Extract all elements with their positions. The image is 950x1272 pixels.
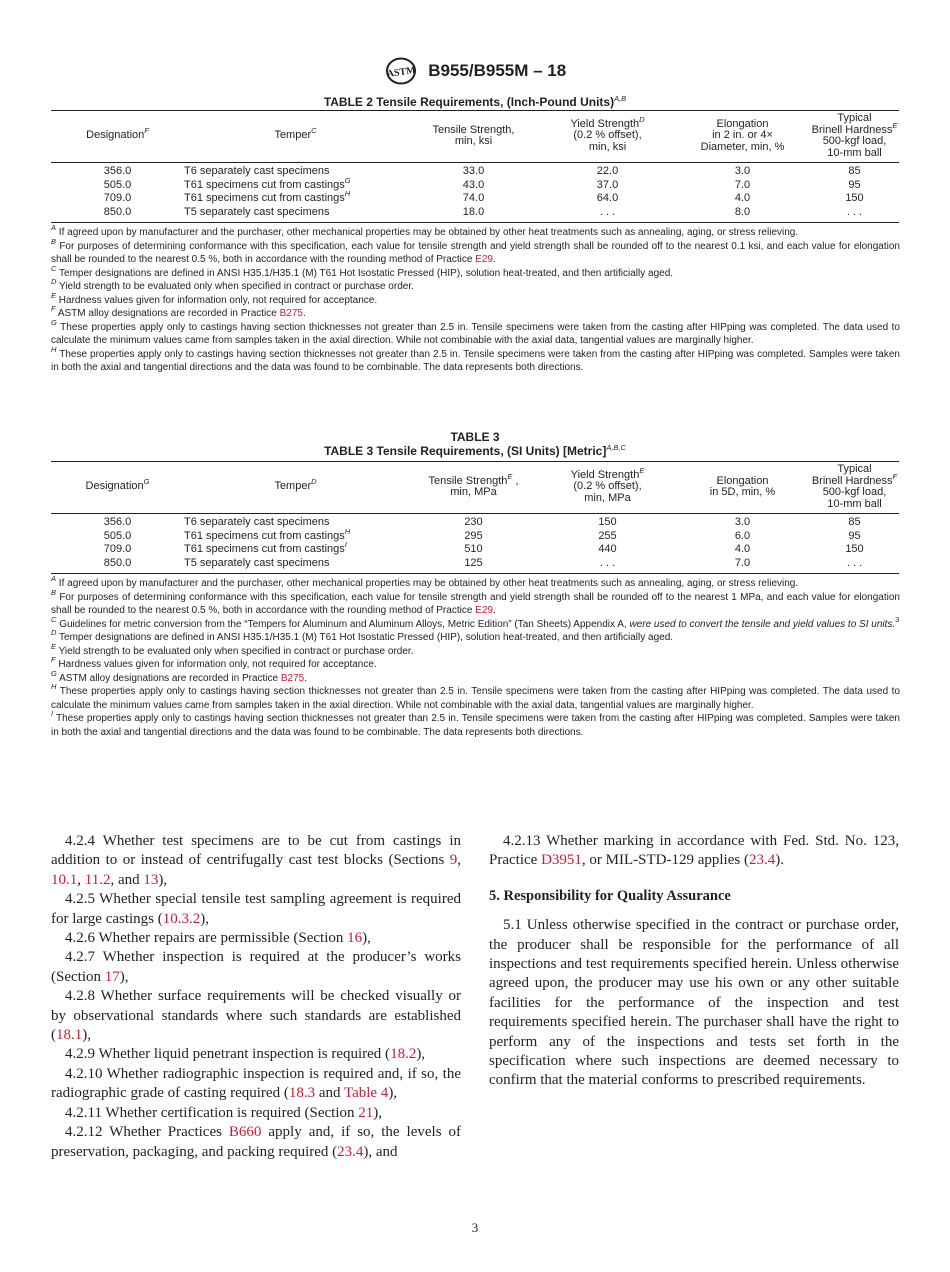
footnote: $^E$ Hardness values given for information only, not required for acceptance. [51,290,378,306]
header-temper: Temper$^C$ [184,111,407,163]
footnote: $^D$ Temper designations are defined in ANSI H35.1/H35.1 (M) T61 Hot Isostatic Pressed (HIP), solution heat-treated, and then artificially aged. [51,628,674,643]
table3 [51,461,899,574]
cell-temper: T6 separately cast specimens [184,165,330,177]
cell-tensile: 74.0 [462,192,485,204]
page-number: 3 [471,1220,479,1235]
header-elongation: Elongation in 5D, min, % [675,462,810,514]
table-row [51,543,899,557]
cell-temper: T61 specimens cut from castings$^G$ [184,175,351,191]
link-section-18-2[interactable]: 18.2 [390,1046,417,1063]
cell-temper: T61 specimens cut from castings$^I$ [184,540,347,555]
cell-temper: T5 separately cast specimens [184,557,407,574]
table3-number: TABLE 3 [450,430,500,444]
link-d3951[interactable]: D3951 [541,852,582,869]
footnote: $^F$ ASTM alloy designations are recorded in Practice B275. [51,304,306,319]
cell-temper: T5 separately cast specimens [184,206,407,223]
header-brinell: Typical Brinell Hardness$^E$ 500-kgf load, 10-mm ball [810,111,899,163]
cell-designation: 709.0 [103,543,132,555]
link-table-4[interactable]: Table 4 [343,1085,389,1102]
paragraph-4-2-11: 4.2.11 Whether certification is required (Section 21), [65,1104,382,1121]
footnote: $^B$ For purposes of determining conformance with this specification, each value for tensile strength and yield strength shall be rounded off to the nearest 0.1 ksi, and each value for elongation shall be rounded to the nearest 0.5 %, both in accordance with the rounding method of Practice E29. [51,236,900,265]
table3-footnotes [51,574,900,739]
table2 [51,110,899,223]
cell-elongation: 4.0 [734,543,751,555]
table3-header-row [51,462,899,514]
header-designation: Designation$^G$ [51,462,184,514]
table-row [51,557,899,574]
table2-caption: TABLE 2 Tensile Requirements, (Inch-Pound Units)$^{A,B}$ [323,94,627,109]
paragraph-4-2-10: 4.2.10 Whether radiographic inspection is required and, if so, the radiographic grade of casting required (18.3 and Table 4), [51,1065,461,1102]
header-yield: Yield Strength$^D$ (0.2 % offset), min, ksi [540,111,675,163]
table-row [51,206,899,223]
cell-yield: 64.0 [596,192,619,204]
footnote: $^I$ These properties apply only to castings having section thicknesses not greater than 2.5 in. Tensile specimens were taken from the casting after HIPping was completed. Samples were taken in both the axial and tangential directions and the data was found to be combinable. The data represents both directions. [51,709,900,738]
cell-tensile: 18.0 [407,206,540,223]
cell-designation: 356.0 [103,516,132,528]
astm-logo-icon [384,56,418,86]
link-section-10-1[interactable]: 10.1 [51,871,78,888]
link-e29[interactable]: E29 [475,254,493,265]
table-row [51,179,899,193]
cell-elongation: 7.0 [734,178,751,191]
page-header [0,56,950,86]
paragraph-4-2-4: 4.2.4 Whether test specimens are to be cut from castings in addition to or instead of centrifugally cast test blocks (Sections 9, 10.1, 11.2, and 13), [51,833,461,888]
table3-caption: TABLE 3 TABLE 3 Tensile Requirements, (SI Units) [Metric]$^{A,B,C}$ [0,430,950,458]
cell-yield: 150 [598,516,617,528]
link-section-11-2[interactable]: 11.2 [84,871,111,888]
link-e29[interactable]: E29 [475,605,493,616]
link-b275[interactable]: B275 [279,308,303,319]
footnote: $^G$ ASTM alloy designations are recorded in Practice B275. [51,668,307,684]
cell-brinell: . . . [810,206,899,223]
header-temper: Temper$^D$ [184,462,407,514]
header-designation: Designation$^F$ [51,111,184,163]
cell-brinell: . . . [810,557,899,574]
cell-brinell: 150 [845,192,864,204]
paragraph-4-2-8: 4.2.8 Whether surface requirements will be checked visually or by observational standards where such standards are established (18.1), [51,988,461,1044]
link-section-18-3[interactable]: 18.3 [288,1085,316,1102]
footnote: $^F$ Hardness values given for information only, not required for acceptance. [51,655,377,670]
cell-designation: 505.0 [103,178,132,191]
cell-yield: 22.0 [596,165,619,177]
header-tensile: Tensile Strength, min, ksi [407,111,540,163]
header-elongation: Elongation in 2 in. or 4× Diameter, min, % [675,111,810,163]
link-section-18-1[interactable]: 18.1 [56,1027,83,1044]
paragraph-4-2-12: 4.2.12 Whether Practices B660 apply and, if so, the levels of preservation, packaging, and packing required (23.4), and [51,1124,461,1160]
footnote: $^C$ Guidelines for metric conversion from the “Tempers for Aluminum and Aluminum Alloys, Metric Edition” (Tan Sheets) Appendix A, were used to convert the tensile and yield values to SI units.$^3$ [51,614,900,630]
cell-designation: 850.0 [51,206,184,223]
cell-designation: 709.0 [103,192,132,204]
cell-yield: . . . [540,206,675,223]
link-section-23-4[interactable]: 23.4 [337,1143,364,1160]
cell-tensile: 295 [464,529,483,542]
cell-elongation: 8.0 [675,206,810,223]
link-section-13[interactable]: 13 [143,871,159,888]
footnote: $^A$ If agreed upon by manufacturer and the purchaser, other mechanical properties may be obtained by other heat treatments such as annealing, aging, or stress relieving. [51,223,799,238]
header-brinell: Typical Brinell Hardness$^F$ 500-kgf load, 10-mm ball [810,462,899,514]
link-section-23-4[interactable]: 23.4 [748,852,776,869]
cell-temper: T61 specimens cut from castings$^H$ [184,189,351,204]
body-right-column [489,832,899,1091]
link-section-17[interactable]: 17 [104,968,120,985]
cell-brinell: 95 [848,178,861,191]
footnote: $^H$ These properties apply only to castings having section thicknesses not greater than 2.5 in. Tensile specimens were taken from the casting after HIPping was completed. Samples were taken in both the axial and tangential directions and the data was found to be combinable. The data represents both directions. [51,344,900,373]
table-row [51,514,899,530]
paragraph-4-2-6: 4.2.6 Whether repairs are permissible (Section 16), [65,930,371,947]
section-heading-5: 5. Responsibility for Quality Assurance [489,887,731,904]
paragraph-4-2-9: 4.2.9 Whether liquid penetrant inspection is required (18.2), [65,1046,426,1063]
cell-designation: 356.0 [103,165,132,177]
footnote: $^H$ These properties apply only to castings having section thicknesses not greater than 2.5 in. Tensile specimens were taken from the casting after HIPping was completed. The data used to calculate the minimum values came from samples taken in the axial direction. While not combinable with the axial data, tangential values are marginally higher. [51,682,900,711]
cell-brinell: 150 [845,543,864,555]
cell-tensile: 510 [464,543,483,555]
cell-elongation: 4.0 [734,192,751,204]
link-section-21[interactable]: 21 [358,1104,374,1121]
link-section-10-3-2[interactable]: 10.3.2 [162,910,201,927]
cell-elongation: 3.0 [734,165,751,177]
cell-tensile: 33.0 [462,165,485,177]
footnote: $^G$ These properties apply only to castings having section thicknesses not greater than 2.5 in. Tensile specimens were taken from the casting after HIPping was completed. The data used to calculate the minimum values came from samples taken in the axial direction. While not combinable with the axial data, tangential values are marginally higher. [51,317,900,346]
header-tensile: Tensile Strength$^E$ , min, MPa [407,462,540,514]
cell-yield: . . . [540,557,675,574]
paragraph-4-2-7: 4.2.7 Whether inspection is required at the producer’s works (Section 17), [51,949,461,985]
cell-brinell: 85 [848,165,861,177]
cell-tensile: 43.0 [462,178,485,191]
cell-elongation: 3.0 [734,516,751,528]
paragraph-4-2-13: 4.2.13 Whether marking in accordance with Fed. Std. No. 123, Practice D3951, or MIL-STD-129 applies (23.4). [489,833,899,869]
link-section-16[interactable]: 16 [347,930,363,947]
table-row [51,530,899,544]
table2-header-row [51,111,899,163]
footnote: $^C$ Temper designations are defined in ANSI H35.1/H35.1 (M) T61 Hot Isostatic Pressed (HIP), solution heat-treated, and then artificially aged. [51,263,674,279]
footnote: $^E$ Yield strength to be evaluated only when specified in contract or purchase order. [51,641,414,657]
cell-brinell: 95 [848,529,861,542]
footnote: $^D$ Yield strength to be evaluated only when specified in contract or purchase order. [51,277,414,292]
cell-elongation: 6.0 [734,529,751,542]
cell-temper: T6 separately cast specimens [184,516,330,528]
cell-tensile: 125 [407,557,540,574]
cell-yield: 255 [598,529,617,542]
cell-elongation: 7.0 [675,557,810,574]
link-section-9[interactable]: 9 [449,852,458,869]
footnote: $^A$ If agreed upon by manufacturer and the purchaser, other mechanical properties may be obtained by other heat treatments such as annealing, aging, or stress relieving. [51,574,799,589]
header-yield: Yield Strength$^E$ (0.2 % offset), min, MPa [540,462,675,514]
cell-designation: 850.0 [51,557,184,574]
table2-footnotes [51,223,900,375]
standard-designation: B955/B955M – 18 [428,61,567,80]
cell-yield: 440 [598,543,617,555]
cell-brinell: 85 [848,516,861,528]
paragraph-5-1: 5.1 Unless otherwise specified in the contract or purchase order, the producer shall be responsible for the performance of all inspections and test requirements specified herein. Unless otherwise agreed upon, the producer may use his own or any other suitable facilities for the performance of the inspection and test requirements specified herein. The purchaser shall have the right to perform any of the inspections and tests set forth in the specification where such inspections are deemed necessary to confirm that the material conforms to prescribed requirements. [489,917,899,1089]
cell-yield: 37.0 [596,178,619,191]
footnote: $^B$ For purposes of determining conformance with this specification, each value for tensile strength and yield strength shall be rounded off to the nearest 1 MPa, and each value for elongation shall be rounded to the nearest 0.5 %, both in accordance with the rounding method of Practice E29. [51,587,900,616]
table-row [51,192,899,206]
link-b660[interactable]: B660 [228,1124,262,1141]
link-b275[interactable]: B275 [280,672,305,684]
paragraph-4-2-5: 4.2.5 Whether special tensile test sampling agreement is required for large castings (10.3.2), [51,891,461,927]
cell-designation: 505.0 [103,529,132,542]
cell-temper: T61 specimens cut from castings$^H$ [184,526,351,542]
body-left-column [51,832,461,1162]
svg-text:ASTM: ASTM [385,65,417,80]
table-row [51,163,899,179]
cell-tensile: 230 [464,516,483,528]
